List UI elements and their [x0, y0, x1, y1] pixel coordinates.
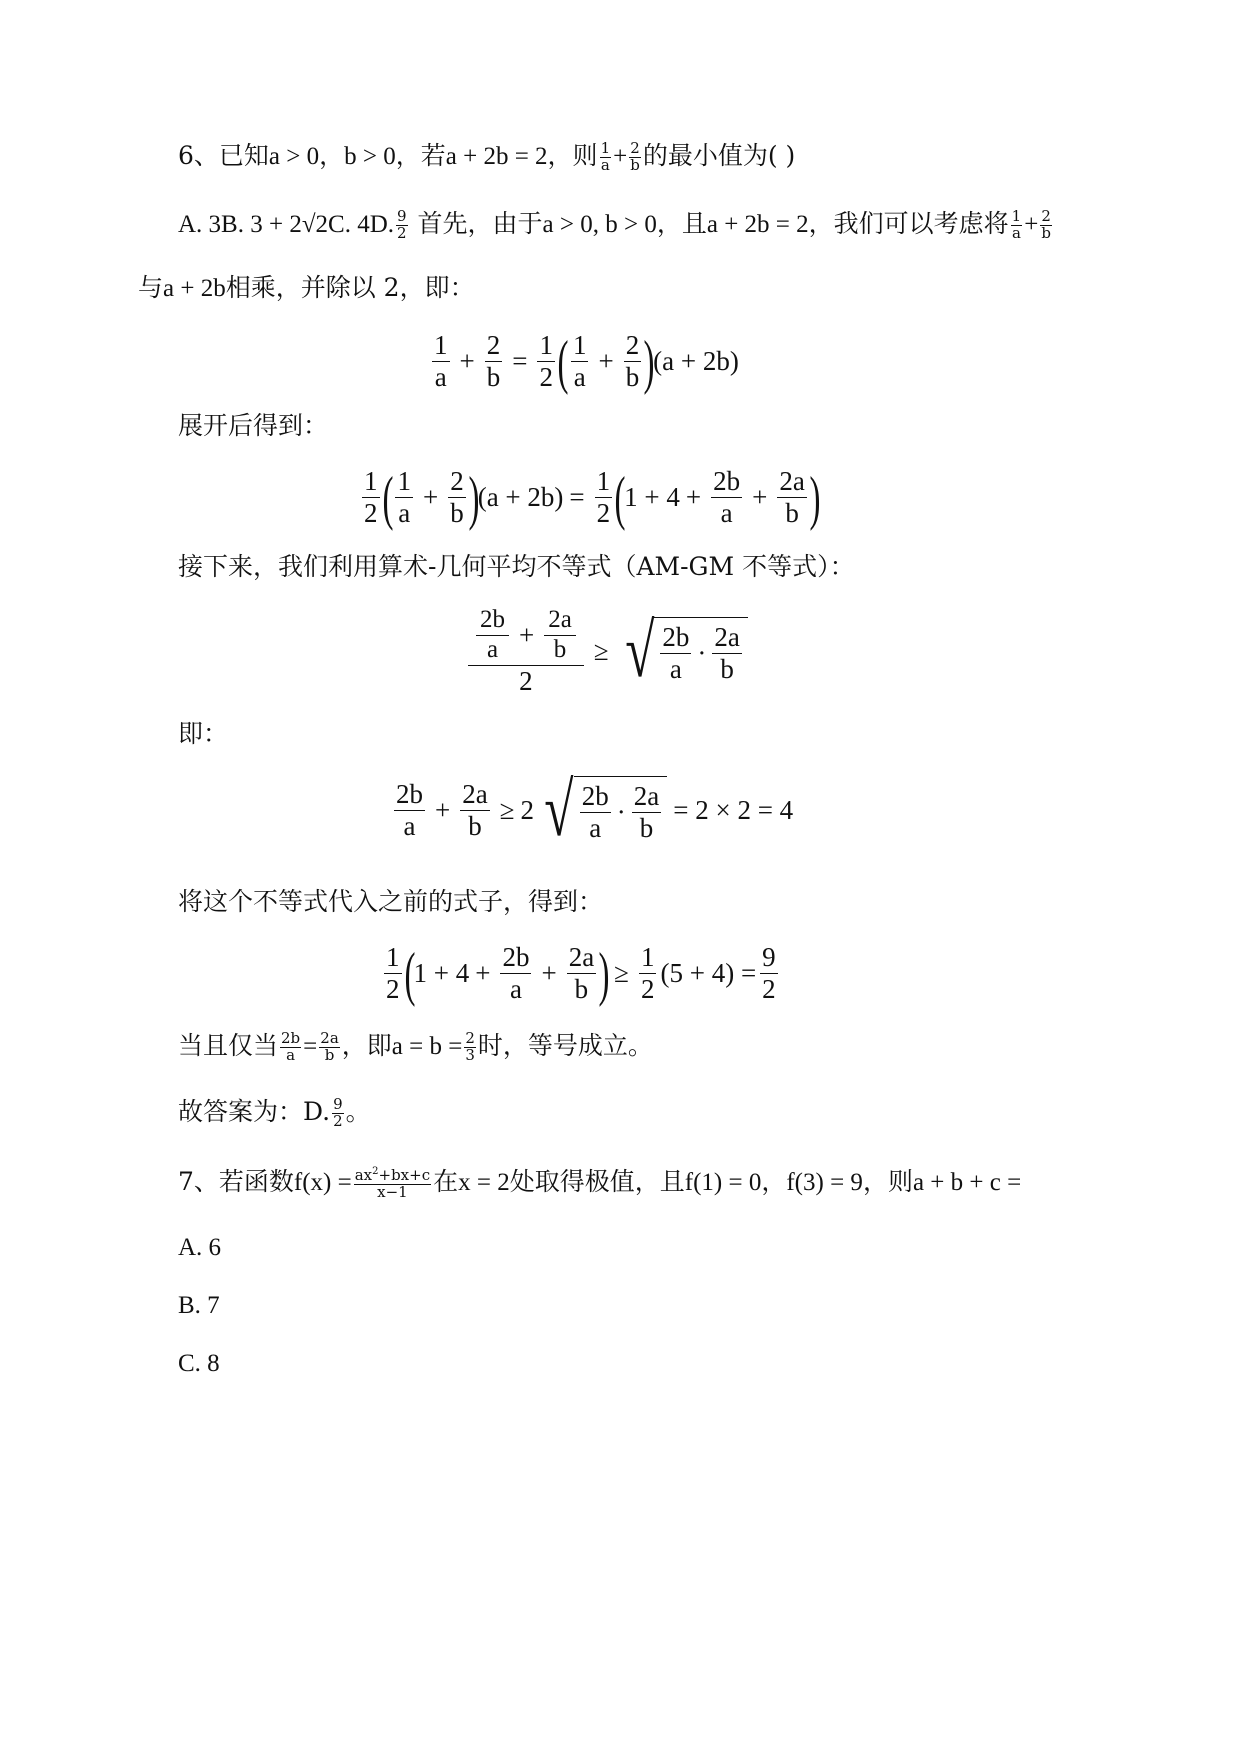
solution-line-2: 与a + 2b相乘，并除以 2，即：: [138, 273, 475, 302]
q7-option-c: C. 8: [178, 1350, 220, 1377]
small-fraction: $\frac{2}{b}$: [630, 139, 640, 174]
q7-option-a: A. 6: [178, 1234, 222, 1261]
q6-stem: 6、已知a > 0，b > 0，若a + 2b = 2，则 $\frac{1}{a}$ + $\frac{2}{b}$ 的最小值为( ): [178, 139, 796, 174]
equation-3: 2b a + $\frac{2a}{b}$ 2 ≥ √ 2b a · 2a b: [464, 606, 748, 697]
small-fraction: $\frac{9}{2}$: [397, 207, 407, 242]
answer-line: 故答案为：D. $\frac{9}{2}$ 。: [178, 1095, 371, 1130]
ie-text: 即：: [178, 719, 229, 748]
small-fraction: $\frac{2a}{b}$: [320, 1029, 339, 1064]
equation-1: 1 a + $\frac{2}{b}$ = $\frac{1}{2}$ ( 1 a + $\frac{2}{b}$ ) (a + 2b): [434, 328, 739, 395]
small-fraction: $\frac{ax^2+bx+c}{x-1}$: [354, 1165, 431, 1201]
q7-stem: 7、若函数f(x) = $\frac{ax^2+bx+c}{x-1}$ 在x = 2处取得极值，且f(1) = 0，f(3) = 9，则a + b + c =: [178, 1165, 1022, 1201]
equation-4: 2b a + $\frac{2a}{b}$ ≥ 2 √ 2b a · 2a b = 2 × 2 = 4: [396, 768, 794, 852]
q6-options-line: A. 3B. 3 + 2√2C. 4D. $\frac{9}{2}$ 首先，由于a > 0, b > 0，且a + 2b = 2，我们可以考虑将 $\frac{1}{a}$ + $\frac{2}{b}$: [178, 207, 1051, 242]
expand-text: 展开后得到：: [178, 411, 329, 440]
small-fraction: $\frac{1}{a}$: [1011, 207, 1022, 242]
small-fraction: $\frac{9}{2}$: [333, 1095, 343, 1130]
small-fraction: $\frac{2b}{a}$: [281, 1029, 301, 1064]
small-fraction: $\frac{2}{3}$: [465, 1029, 475, 1064]
equation-5: 1 2 ( 1 + 4 + $\frac{2b}{a}$ + $\frac{2a}{b}$ ) ≥ $\frac{1}{2}$ (5 + 4) = $\frac{9}{2}$: [386, 940, 776, 1007]
equation-2: 1 2 ( 1 a + $\frac{2}{b}$ ) (a + 2b) = $\frac{1}{2}$ ( 1 + 4 + $\frac{2b}{a}$ + $\frac{2a}{b}$ ): [364, 464, 821, 531]
small-fraction: $\frac{2}{b}$: [1041, 207, 1051, 242]
q7-option-b: B. 7: [178, 1292, 220, 1319]
amgm-text: 接下来，我们利用算术-几何平均不等式（AM-GM 不等式）：: [178, 552, 855, 581]
equality-condition: 当且仅当 $\frac{2b}{a}$ = $\frac{2a}{b}$ ，即a = b = $\frac{2}{3}$ 时，等号成立。: [178, 1029, 653, 1064]
small-fraction: $\frac{1}{a}$: [600, 139, 611, 174]
substitute-text: 将这个不等式代入之前的式子，得到：: [178, 887, 604, 916]
